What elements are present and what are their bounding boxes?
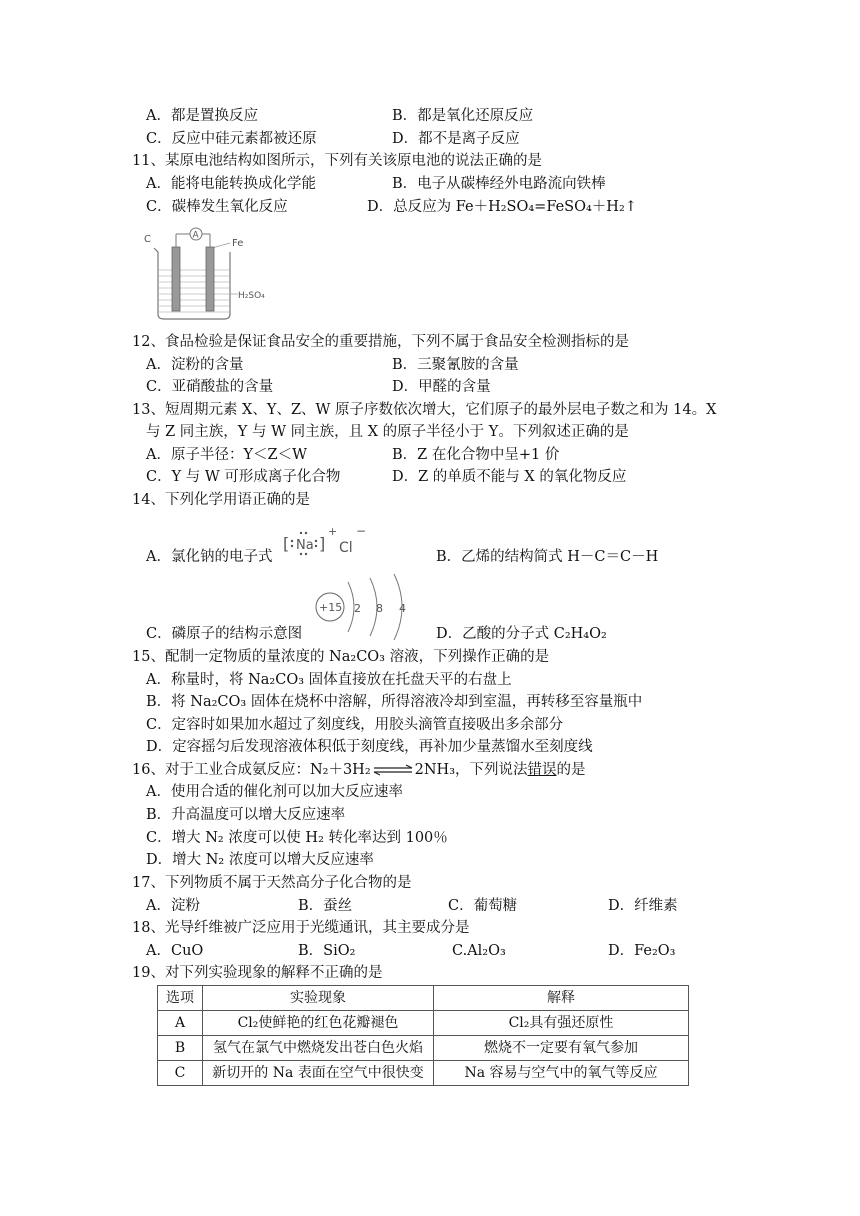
table-header-option: 选项: [158, 986, 203, 1011]
svg-text:+: +: [328, 525, 338, 538]
table-row: [158, 1011, 689, 1036]
q11-option-a: A．能将电能转换成化学能: [146, 176, 316, 192]
q10-option-a: A．都是置换反应: [146, 108, 258, 124]
q18-option-b: B．SiO₂: [298, 943, 356, 959]
svg-text:+15: +15: [319, 601, 343, 614]
svg-text:[: [: [283, 534, 290, 553]
q12-option-a: A．淀粉的含量: [146, 357, 244, 373]
svg-text:8: 8: [376, 602, 383, 615]
q17-option-c: C．葡萄糖: [448, 898, 518, 914]
q15-option-b: B．将 Na₂CO₃ 固体在烧杯中溶解，所得溶液冷却到室温，再转移至容量瓶中: [146, 694, 643, 710]
table-cell: Na 容易与空气中的氧气等反应: [434, 1061, 689, 1086]
phosphorus-atom-diagram: [312, 570, 422, 640]
table-row: [158, 1061, 689, 1086]
q16-stem: [132, 760, 586, 780]
q17-option-a: A．淀粉: [146, 898, 200, 914]
q18-option-a: A．CuO: [146, 943, 204, 959]
q17-stem: 17、下列物质不属于天然高分子化合物的是: [132, 875, 412, 891]
table-cell: C: [158, 1061, 203, 1086]
q16-option-d: D．增大 N₂ 浓度可以增大反应速率: [146, 852, 374, 868]
svg-text:Na: Na: [296, 538, 314, 553]
cell-right-label: Fe: [232, 238, 244, 249]
table-cell: Cl₂具有强还原性: [434, 1011, 689, 1036]
table-cell: 氢气在氯气中燃烧发出苍白色火焰: [203, 1036, 434, 1061]
q17-option-b: B．蚕丝: [298, 898, 353, 914]
q19-stem: 19、对下列实验现象的解释不正确的是: [132, 965, 383, 981]
q15-option-c: C．定容时如果加水超过了刻度线，用胶头滴管直接吸出多余部分: [146, 717, 564, 733]
svg-text:4: 4: [399, 602, 406, 615]
electrolyte-label: H₂SO₄: [238, 291, 265, 301]
q11-option-c: C．碳棒发生氧化反应: [146, 199, 288, 215]
q17-option-d: D．纤维素: [608, 898, 678, 914]
galvanic-cell-diagram: [140, 222, 280, 322]
table-header-phenomenon: 实验现象: [203, 986, 434, 1011]
q12-option-c: C．亚硝酸盐的含量: [146, 379, 274, 395]
q10-option-b: B．都是氧化还原反应: [392, 108, 534, 124]
svg-text:Cl: Cl: [339, 540, 353, 556]
q11-option-b: B．电子从碳棒经外电路流向铁棒: [392, 176, 606, 192]
q15-option-d: D．定容摇匀后发现溶液体积低于刻度线，再补加少量蒸馏水至刻度线: [146, 739, 593, 755]
q16-option-c: C．增大 N₂ 浓度可以使 H₂ 转化率达到 100％: [146, 830, 448, 846]
equilibrium-arrow-icon: [372, 764, 414, 776]
q13-option-a: A．原子半径：Y＜Z＜W: [146, 447, 308, 463]
q14-option-b: B．乙烯的结构简式 H－C＝C－H: [436, 549, 659, 565]
q14-option-d: D．乙酸的分子式 C₂H₄O₂: [436, 626, 607, 642]
iron-electrode: [206, 247, 214, 311]
q16-stem-part3: 的是: [556, 762, 586, 778]
q16-option-b: B．升高温度可以增大反应速率: [146, 807, 346, 823]
q15-option-a: A．称量时，将 Na₂CO₃ 固体直接放在托盘天平的右盘上: [146, 672, 512, 688]
table-header-row: [158, 986, 689, 1011]
q14-stem: 14、下列化学用语正确的是: [132, 492, 310, 508]
table-cell: A: [158, 1011, 203, 1036]
q15-stem: 15、配制一定物质的量浓度的 Na₂CO₃ 溶液，下列操作正确的是: [132, 649, 550, 665]
q18-option-c: C.Al₂O₃: [452, 943, 506, 959]
q16-option-a: A．使用合适的催化剂可以加大反应速率: [146, 784, 403, 800]
q12-option-d: D．甲醛的含量: [392, 379, 491, 395]
q13-option-c: C．Y 与 W 可形成离子化合物: [146, 469, 341, 485]
q14-option-c: C．磷原子的结构示意图: [146, 626, 303, 642]
svg-text:]: ]: [319, 534, 326, 553]
table-cell: 新切开的 Na 表面在空气中很快变: [203, 1061, 434, 1086]
q13-option-b: B．Z 在化合物中呈+1 价: [392, 447, 560, 463]
q12-option-b: B．三聚氰胺的含量: [392, 357, 519, 373]
q11-stem: 11、某原电池结构如图所示，下列有关该原电池的说法正确的是: [132, 153, 542, 169]
table-cell: 燃烧不一定要有氧气参加: [434, 1036, 689, 1061]
q16-stem-part2: 2NH₃，下列说法: [414, 762, 528, 778]
table-cell: Cl₂使鲜艳的红色花瓣褪色: [203, 1011, 434, 1036]
svg-text:−: −: [356, 524, 367, 538]
q18-option-d: D．Fe₂O₃: [608, 943, 676, 959]
q18-stem: 18、光导纤维被广泛应用于光缆通讯，其主要成分是: [132, 920, 470, 936]
carbon-electrode: [172, 247, 180, 311]
q13-stem-line1: 13、短周期元素 X、Y、Z、W 原子序数依次增大，它们原子的最外层电子数之和为 14。X: [132, 402, 717, 418]
q12-stem: 12、食品检验是保证食品安全的重要措施，下列不属于食品安全检测指标的是: [132, 334, 629, 350]
q11-option-d: D．总反应为 Fe＋H₂SO₄=FeSO₄＋H₂↑: [367, 199, 637, 215]
ammeter-label: A: [192, 230, 199, 241]
svg-text:2: 2: [354, 602, 361, 615]
q14-option-a: A．氯化钠的电子式: [146, 549, 273, 565]
q13-option-d: D．Z 的单质不能与 X 的氧化物反应: [392, 469, 627, 485]
q13-stem-line2: 与 Z 同主族，Y 与 W 同主族，且 X 的原子半径小于 Y。下列叙述正确的是: [146, 424, 629, 440]
cell-left-label: C: [144, 234, 151, 245]
table-row: [158, 1036, 689, 1061]
nacl-electron-formula: [283, 523, 373, 563]
table-cell: B: [158, 1036, 203, 1061]
q16-stem-part1: 16、对于工业合成氨反应：N₂＋3H₂: [132, 762, 371, 778]
q16-stem-underlined: 错误: [527, 762, 557, 778]
table-header-explanation: 解释: [434, 986, 689, 1011]
q10-option-c: C．反应中硅元素都被还原: [146, 131, 317, 147]
q10-option-d: D．都不是离子反应: [392, 131, 520, 147]
q19-table: [157, 985, 689, 1086]
